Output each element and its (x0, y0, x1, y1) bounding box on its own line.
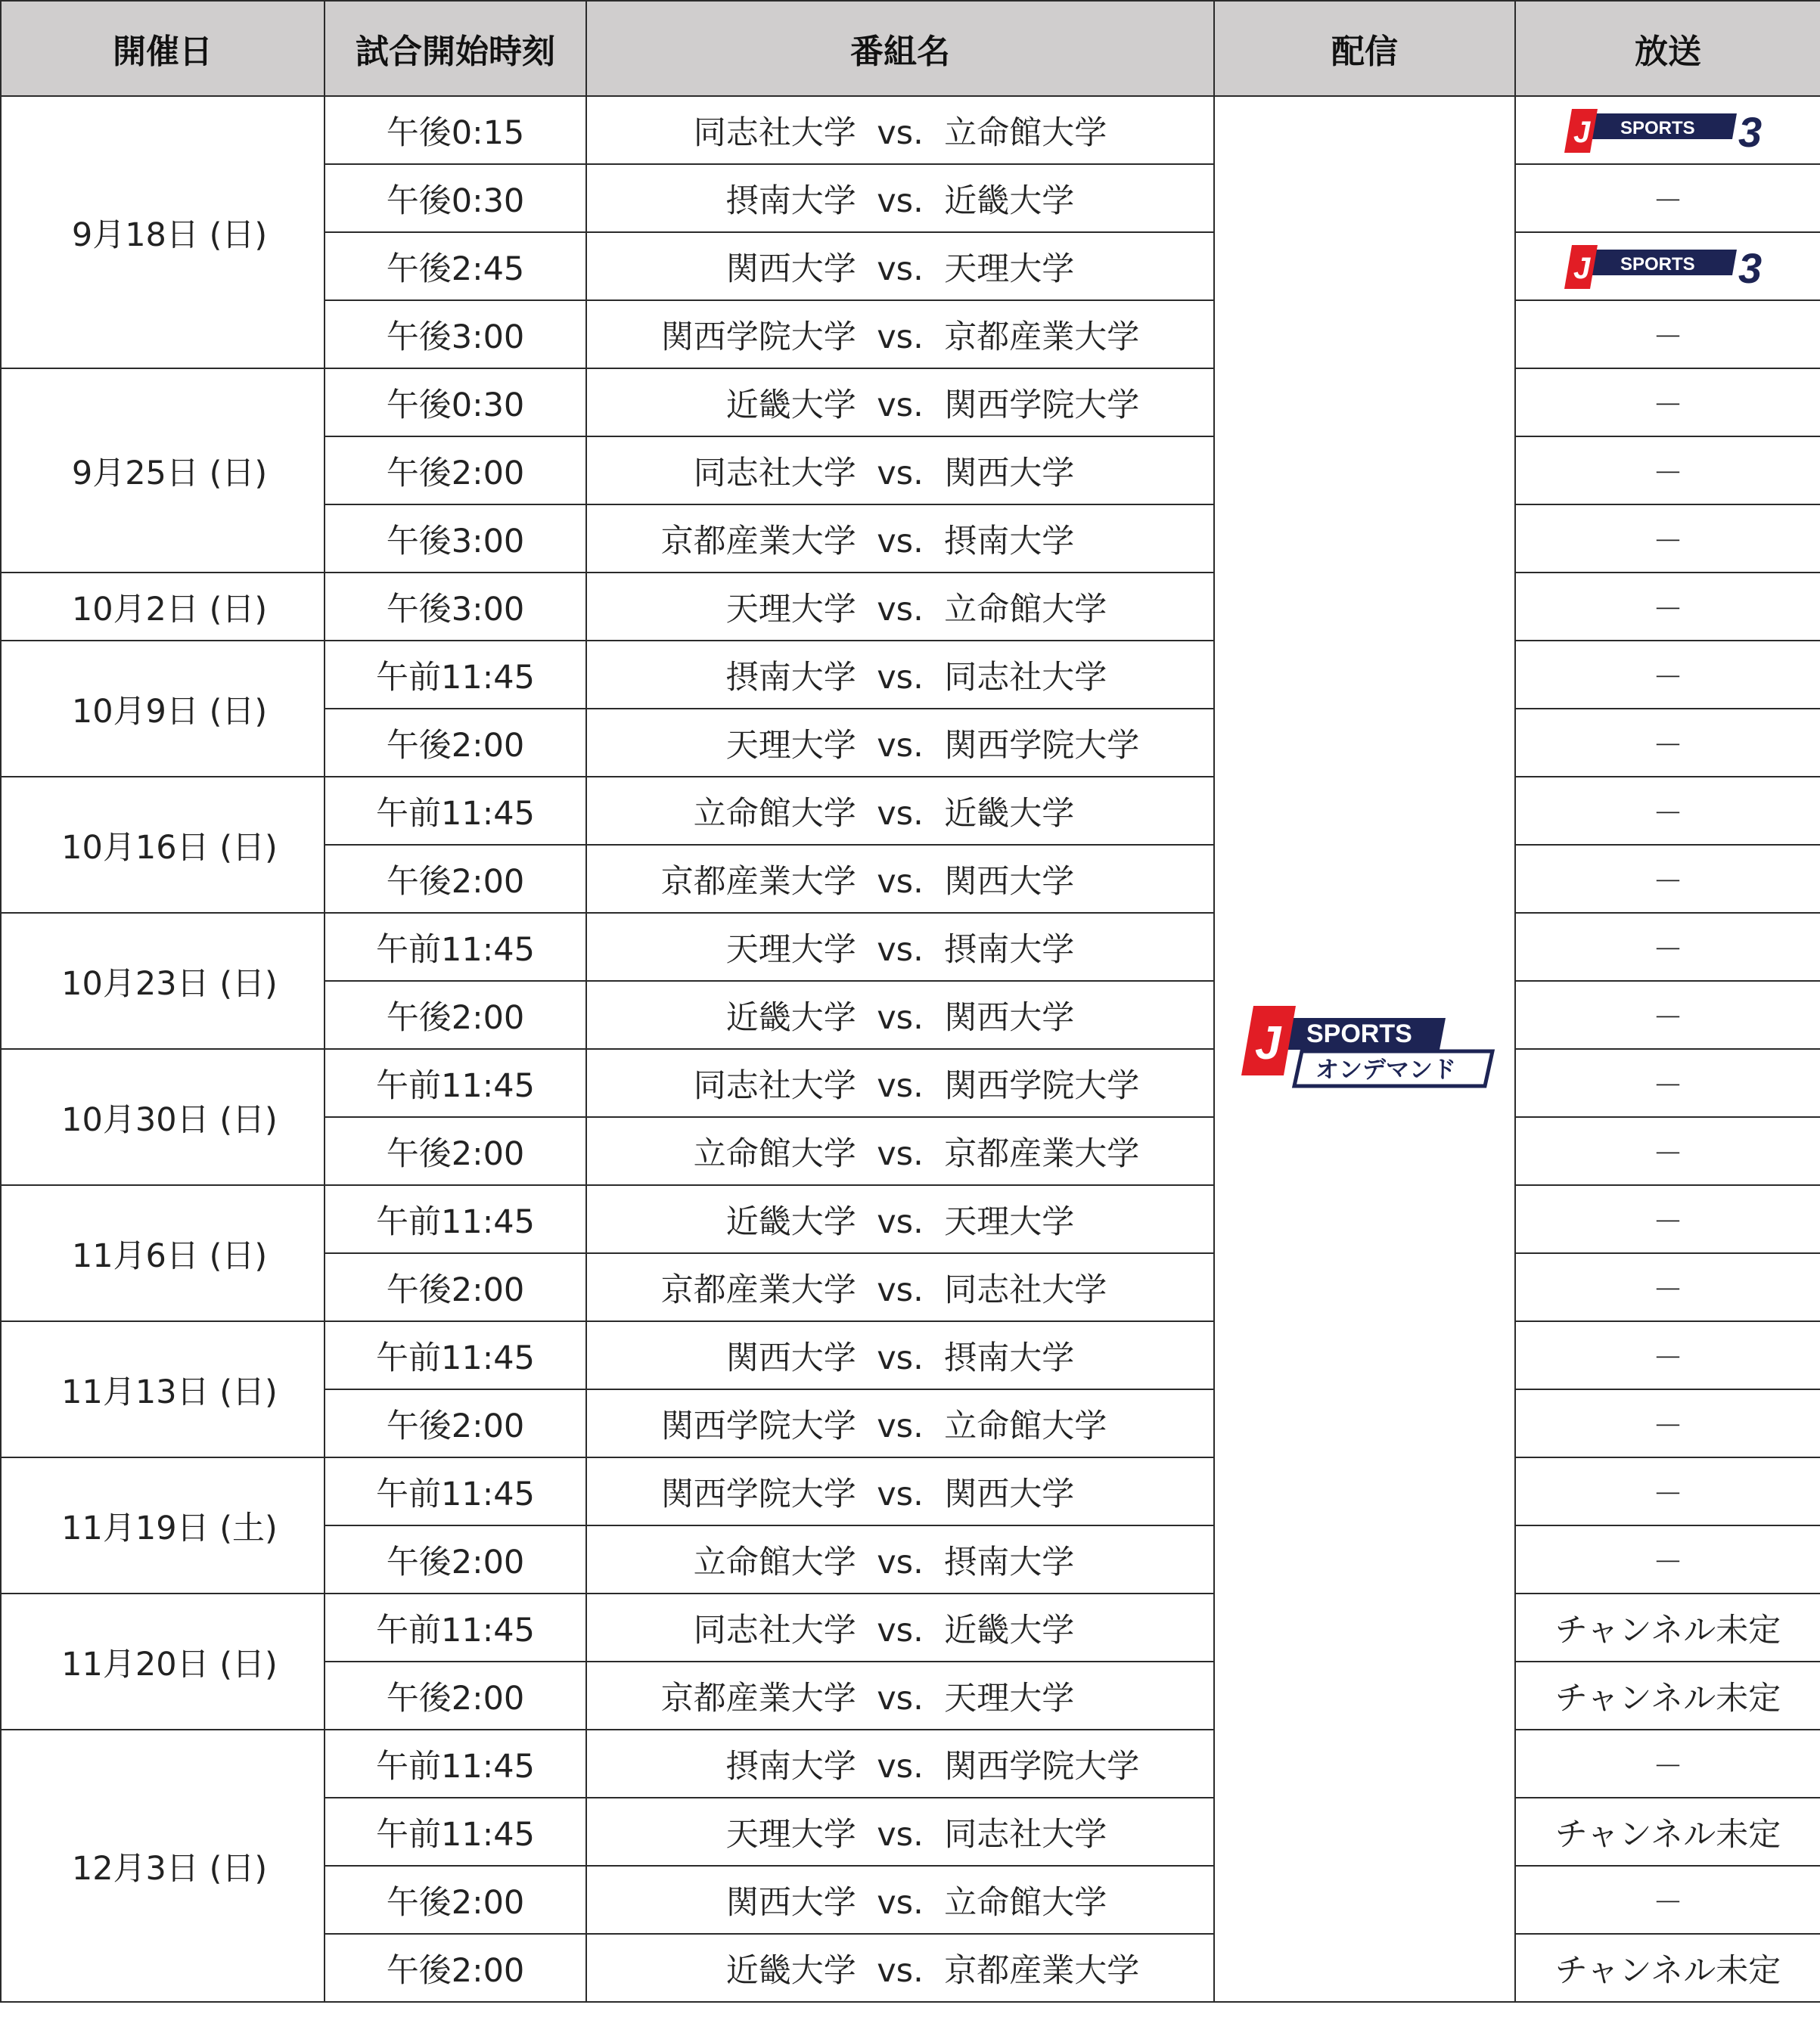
matchup (587, 720, 1213, 766)
matchup (587, 1877, 1213, 1923)
away-team: 摂南大学 (944, 1543, 1075, 1581)
away-team: 関西大学 (944, 454, 1075, 492)
schedule-row (1, 1185, 1820, 1253)
vs-label: vs. (877, 658, 924, 697)
away-team: 関西大学 (944, 1475, 1075, 1513)
no-broadcast-dash: － (1653, 591, 1683, 627)
home-team: 同志社大学 (693, 1066, 856, 1105)
broadcast-cell (1515, 1730, 1820, 1798)
logo-sports-text: SPORTS (1306, 1019, 1412, 1048)
no-broadcast-dash: － (1653, 864, 1683, 899)
vs-label: vs. (877, 1203, 924, 1241)
broadcast-cell (1515, 573, 1820, 641)
matchup (587, 992, 1213, 1038)
program-name-cell (586, 1934, 1214, 2002)
program-name-cell (586, 1049, 1214, 1117)
matchup (587, 1401, 1213, 1447)
program-name-cell (586, 1594, 1214, 1662)
start-time-cell: 午後2:00 (325, 709, 586, 777)
broadcast-cell (1515, 368, 1820, 436)
home-team: 立命館大学 (693, 1134, 856, 1173)
program-name-cell (586, 1117, 1214, 1185)
away-team: 近畿大学 (944, 794, 1075, 833)
away-team: 関西学院大学 (944, 1066, 1140, 1105)
program-name-cell (586, 164, 1214, 232)
header-program-name: 番組名 (586, 1, 1214, 96)
vs-label: vs. (877, 1475, 924, 1513)
away-team: 京都産業大学 (944, 318, 1140, 356)
channel-tbd-text: チャンネル未定 (1554, 1815, 1781, 1854)
program-name-cell (586, 573, 1214, 641)
away-team: 近畿大学 (944, 182, 1075, 220)
away-team: 同志社大学 (944, 1271, 1107, 1309)
home-team: 京都産業大学 (660, 522, 856, 560)
program-name-cell (586, 981, 1214, 1049)
schedule-row (1, 1730, 1820, 1798)
away-team: 天理大学 (944, 250, 1075, 288)
broadcast-cell (1515, 96, 1820, 164)
date-cell: 11月13日 (日) (1, 1321, 325, 1457)
program-name-cell (586, 368, 1214, 436)
vs-label: vs. (877, 794, 924, 833)
matchup (587, 312, 1213, 358)
date-cell: 10月30日 (日) (1, 1049, 325, 1185)
start-time-cell: 午後2:00 (325, 1662, 586, 1730)
start-time-cell: 午前11:45 (325, 1049, 586, 1117)
program-name-cell (586, 641, 1214, 709)
jsports-ondemand-logo (1232, 1003, 1497, 1095)
program-name-cell (586, 1798, 1214, 1866)
vs-label: vs. (877, 1339, 924, 1377)
start-time-cell: 午後2:00 (325, 845, 586, 913)
home-team: 関西学院大学 (660, 1407, 856, 1445)
matchup (587, 516, 1213, 562)
program-name-cell (586, 845, 1214, 913)
broadcast-cell (1515, 232, 1820, 300)
home-team: 京都産業大学 (660, 1679, 856, 1718)
date-cell: 9月25日 (日) (1, 368, 325, 573)
header-start-time: 試合開始時刻 (325, 1, 586, 96)
matchup (587, 1469, 1213, 1515)
no-broadcast-dash: － (1653, 1476, 1683, 1512)
channel-tbd-text: チャンネル未定 (1554, 1951, 1781, 1990)
home-team: 関西大学 (725, 250, 856, 288)
home-team: 関西学院大学 (660, 318, 856, 356)
schedule-row (1, 96, 1820, 164)
program-name-cell (586, 1662, 1214, 1730)
home-team: 立命館大学 (693, 1543, 856, 1581)
broadcast-cell (1515, 1457, 1820, 1525)
home-team: 摂南大学 (725, 658, 856, 697)
home-team: 摂南大学 (725, 182, 856, 220)
logo-j-letter: J (1255, 1017, 1281, 1069)
away-team: 天理大学 (944, 1679, 1075, 1718)
no-broadcast-dash: － (1653, 1408, 1683, 1444)
start-time-cell: 午前11:45 (325, 777, 586, 845)
no-broadcast-dash: － (1653, 183, 1683, 219)
start-time-cell: 午後2:00 (325, 1934, 586, 2002)
matchup (587, 652, 1213, 698)
broadcast-cell (1515, 1253, 1820, 1321)
logo-sports-text: SPORTS (1620, 118, 1695, 138)
matchup (587, 1537, 1213, 1583)
logo-j-letter: J (1573, 116, 1591, 149)
vs-label: vs. (877, 1679, 924, 1718)
matchup (587, 1128, 1213, 1175)
home-team: 立命館大学 (693, 794, 856, 833)
no-broadcast-dash: － (1653, 1068, 1683, 1103)
broadcast-cell (1515, 641, 1820, 709)
away-team: 天理大学 (944, 1203, 1075, 1241)
logo-channel-number: 3 (1738, 244, 1763, 290)
away-team: 立命館大学 (944, 590, 1107, 628)
program-name-cell (586, 709, 1214, 777)
start-time-cell: 午前11:45 (325, 913, 586, 981)
start-time-cell: 午後0:30 (325, 368, 586, 436)
matchup (587, 584, 1213, 630)
vs-label: vs. (877, 590, 924, 628)
away-team: 関西学院大学 (944, 1747, 1140, 1786)
date-cell: 11月20日 (日) (1, 1594, 325, 1730)
program-name-cell (586, 504, 1214, 573)
schedule-row (1, 777, 1820, 845)
away-team: 同志社大学 (944, 658, 1107, 697)
vs-label: vs. (877, 182, 924, 220)
date-cell: 9月18日 (日) (1, 96, 325, 368)
date-cell: 10月23日 (日) (1, 913, 325, 1049)
date-cell: 11月19日 (土) (1, 1457, 325, 1594)
vs-label: vs. (877, 522, 924, 560)
start-time-cell: 午後2:00 (325, 1866, 586, 1934)
logo-channel-number: 3 (1738, 108, 1763, 154)
vs-label: vs. (877, 1407, 924, 1445)
no-broadcast-dash: － (1653, 796, 1683, 831)
matchup (587, 856, 1213, 902)
broadcast-cell (1515, 1117, 1820, 1185)
start-time-cell: 午前11:45 (325, 1594, 586, 1662)
no-broadcast-dash: － (1653, 1544, 1683, 1580)
streaming-cell (1214, 96, 1515, 2002)
no-broadcast-dash: － (1653, 1749, 1683, 1784)
broadcast-cell (1515, 1185, 1820, 1253)
schedule-row (1, 1457, 1820, 1525)
home-team: 関西大学 (725, 1339, 856, 1377)
home-team: 天理大学 (725, 590, 856, 628)
start-time-cell: 午後2:00 (325, 436, 586, 504)
away-team: 立命館大学 (944, 1883, 1107, 1922)
broadcast-cell (1515, 164, 1820, 232)
start-time-cell: 午前11:45 (325, 1730, 586, 1798)
broadcast-cell (1515, 845, 1820, 913)
program-name-cell (586, 1389, 1214, 1457)
away-team: 京都産業大学 (944, 1134, 1140, 1173)
matchup (587, 1673, 1213, 1719)
away-team: 摂南大学 (944, 1339, 1075, 1377)
away-team: 近畿大学 (944, 1611, 1075, 1649)
broadcast-cell (1515, 1866, 1820, 1934)
matchup (587, 1265, 1213, 1311)
matchup (587, 1741, 1213, 1787)
no-broadcast-dash: － (1653, 932, 1683, 967)
vs-label: vs. (877, 1611, 924, 1649)
matchup (587, 1809, 1213, 1855)
date-cell: 10月2日 (日) (1, 573, 325, 641)
schedule-row (1, 573, 1820, 641)
vs-label: vs. (877, 862, 924, 901)
broadcast-cell (1515, 777, 1820, 845)
vs-label: vs. (877, 1747, 924, 1786)
start-time-cell: 午後3:00 (325, 573, 586, 641)
logo-j-letter: J (1573, 252, 1591, 285)
home-team: 同志社大学 (693, 1611, 856, 1649)
no-broadcast-dash: － (1653, 319, 1683, 355)
vs-label: vs. (877, 386, 924, 424)
broadcast-cell (1515, 1389, 1820, 1457)
logo-sports-text: SPORTS (1620, 254, 1695, 275)
home-team: 近畿大学 (725, 386, 856, 424)
broadcast-cell (1515, 913, 1820, 981)
program-name-cell (586, 1253, 1214, 1321)
start-time-cell: 午前11:45 (325, 1321, 586, 1389)
program-name-cell (586, 1525, 1214, 1594)
schedule-body (1, 96, 1820, 2002)
home-team: 天理大学 (725, 1815, 856, 1854)
matchup (587, 1060, 1213, 1106)
vs-label: vs. (877, 1883, 924, 1922)
date-cell: 12月3日 (日) (1, 1730, 325, 2002)
channel-tbd-text: チャンネル未定 (1554, 1611, 1781, 1649)
start-time-cell: 午後2:00 (325, 1117, 586, 1185)
start-time-cell: 午後2:45 (325, 232, 586, 300)
matchup (587, 1196, 1213, 1243)
home-team: 天理大学 (725, 930, 856, 969)
matchup (587, 380, 1213, 426)
program-name-cell (586, 1730, 1214, 1798)
vs-label: vs. (877, 1134, 924, 1173)
schedule-row (1, 368, 1820, 436)
date-cell: 10月16日 (日) (1, 777, 325, 913)
home-team: 同志社大学 (693, 113, 856, 152)
matchup (587, 924, 1213, 970)
away-team: 立命館大学 (944, 1407, 1107, 1445)
program-name-cell (586, 300, 1214, 368)
no-broadcast-dash: － (1653, 1272, 1683, 1308)
program-name-cell (586, 96, 1214, 164)
away-team: 摂南大学 (944, 930, 1075, 969)
away-team: 関西大学 (944, 862, 1075, 901)
broadcast-cell (1515, 504, 1820, 573)
start-time-cell: 午前11:45 (325, 1798, 586, 1866)
no-broadcast-dash: － (1653, 1885, 1683, 1920)
jsports3-logo (1561, 242, 1775, 290)
vs-label: vs. (877, 454, 924, 492)
start-time-cell: 午後3:00 (325, 300, 586, 368)
home-team: 関西大学 (725, 1883, 856, 1922)
broadcast-cell (1515, 1798, 1820, 1866)
home-team: 同志社大学 (693, 454, 856, 492)
matchup (587, 244, 1213, 290)
header-date: 開催日 (1, 1, 325, 96)
matchup (587, 1605, 1213, 1651)
vs-label: vs. (877, 1066, 924, 1105)
home-team: 近畿大学 (725, 998, 856, 1037)
no-broadcast-dash: － (1653, 1204, 1683, 1240)
start-time-cell: 午後2:00 (325, 1525, 586, 1594)
start-time-cell: 午前11:45 (325, 641, 586, 709)
vs-label: vs. (877, 113, 924, 152)
vs-label: vs. (877, 1815, 924, 1854)
away-team: 京都産業大学 (944, 1951, 1140, 1990)
schedule-row (1, 1594, 1820, 1662)
vs-label: vs. (877, 1543, 924, 1581)
broadcast-cell (1515, 1594, 1820, 1662)
vs-label: vs. (877, 1271, 924, 1309)
header-row (1, 1, 1820, 96)
broadcast-cell (1515, 1321, 1820, 1389)
broadcast-cell (1515, 1049, 1820, 1117)
jsports3-logo (1561, 106, 1775, 154)
vs-label: vs. (877, 726, 924, 765)
matchup (587, 788, 1213, 834)
home-team: 関西学院大学 (660, 1475, 856, 1513)
no-broadcast-dash: － (1653, 523, 1683, 559)
no-broadcast-dash: － (1653, 455, 1683, 491)
header-streaming: 配信 (1214, 1, 1515, 96)
away-team: 立命館大学 (944, 113, 1107, 152)
no-broadcast-dash: － (1653, 1340, 1683, 1376)
broadcast-cell (1515, 1662, 1820, 1730)
broadcast-cell (1515, 1525, 1820, 1594)
vs-label: vs. (877, 998, 924, 1037)
home-team: 天理大学 (725, 726, 856, 765)
no-broadcast-dash: － (1653, 1000, 1683, 1035)
home-team: 摂南大学 (725, 1747, 856, 1786)
program-name-cell (586, 1185, 1214, 1253)
program-name-cell (586, 777, 1214, 845)
matchup (587, 1333, 1213, 1379)
vs-label: vs. (877, 930, 924, 969)
vs-label: vs. (877, 1951, 924, 1990)
vs-label: vs. (877, 318, 924, 356)
no-broadcast-dash: － (1653, 1136, 1683, 1172)
home-team: 近畿大学 (725, 1203, 856, 1241)
schedule-row (1, 1049, 1820, 1117)
broadcast-cell (1515, 709, 1820, 777)
away-team: 関西学院大学 (944, 726, 1140, 765)
start-time-cell: 午前11:45 (325, 1185, 586, 1253)
broadcast-cell (1515, 436, 1820, 504)
broadcast-cell (1515, 300, 1820, 368)
home-team: 近畿大学 (725, 1951, 856, 1990)
vs-label: vs. (877, 250, 924, 288)
program-name-cell (586, 1866, 1214, 1934)
program-name-cell (586, 232, 1214, 300)
program-name-cell (586, 1321, 1214, 1389)
program-name-cell (586, 1457, 1214, 1525)
header-broadcast: 放送 (1515, 1, 1820, 96)
start-time-cell: 午後2:00 (325, 1389, 586, 1457)
program-name-cell (586, 913, 1214, 981)
start-time-cell: 午後0:15 (325, 96, 586, 164)
matchup (587, 448, 1213, 494)
logo-ondemand-text: オンデマンド (1315, 1057, 1456, 1084)
date-cell: 10月9日 (日) (1, 641, 325, 777)
home-team: 京都産業大学 (660, 1271, 856, 1309)
date-cell: 11月6日 (日) (1, 1185, 325, 1321)
broadcast-cell (1515, 1934, 1820, 2002)
schedule-row (1, 1321, 1820, 1389)
away-team: 関西大学 (944, 998, 1075, 1037)
away-team: 関西学院大学 (944, 386, 1140, 424)
no-broadcast-dash: － (1653, 387, 1683, 423)
matchup (587, 175, 1213, 222)
start-time-cell: 午後3:00 (325, 504, 586, 573)
schedule-row (1, 641, 1820, 709)
start-time-cell: 午後0:30 (325, 164, 586, 232)
program-name-cell (586, 436, 1214, 504)
away-team: 摂南大学 (944, 522, 1075, 560)
start-time-cell: 午後2:00 (325, 981, 586, 1049)
matchup (587, 107, 1213, 154)
no-broadcast-dash: － (1653, 659, 1683, 695)
start-time-cell: 午前11:45 (325, 1457, 586, 1525)
broadcast-cell (1515, 981, 1820, 1049)
schedule-row (1, 913, 1820, 981)
channel-tbd-text: チャンネル未定 (1554, 1679, 1781, 1718)
start-time-cell: 午後2:00 (325, 1253, 586, 1321)
away-team: 同志社大学 (944, 1815, 1107, 1854)
matchup (587, 1945, 1213, 1991)
no-broadcast-dash: － (1653, 728, 1683, 763)
home-team: 京都産業大学 (660, 862, 856, 901)
